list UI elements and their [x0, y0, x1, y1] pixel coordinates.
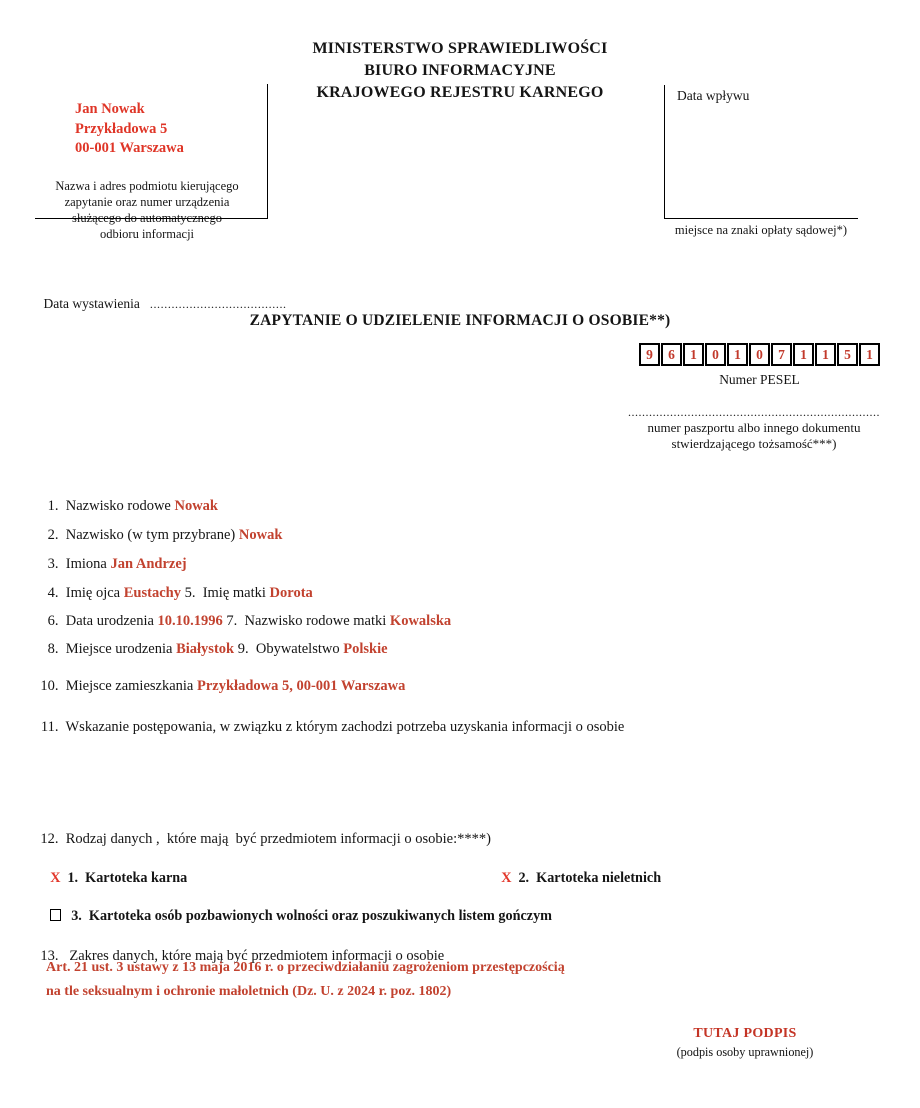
pesel-cell[interactable]: 7: [771, 343, 792, 366]
field-value: Przykładowa 5, 00-001 Warszawa: [197, 678, 406, 694]
pesel-cell[interactable]: 1: [793, 343, 814, 366]
sender-address-block: [75, 100, 184, 159]
field-value: Nowak: [174, 498, 218, 514]
empty-checkbox-icon[interactable]: [50, 909, 61, 921]
legal-basis-line-1: Art. 21 ust. 3 ustawy z 13 maja 2016 r. o przeciwdziałaniu zagrożeniom przestępczością: [46, 960, 565, 975]
x-mark-icon: X: [50, 870, 61, 886]
signature-caption: (podpis osoby uprawnionej): [676, 1045, 814, 1059]
pesel-cell[interactable]: 9: [639, 343, 660, 366]
field-number: 7.: [222, 613, 238, 629]
sender-name: Jan Nowak: [75, 101, 145, 117]
field-label: Nazwisko rodowe matki: [237, 613, 390, 629]
field-number: 8.: [47, 641, 59, 657]
field-number: 2.: [47, 527, 59, 543]
field-number: 11.: [40, 719, 59, 735]
field-label: Imię ojca: [58, 585, 124, 601]
field-label: Miejsce zamieszkania: [58, 678, 197, 694]
field-value: Kowalska: [389, 613, 452, 629]
sender-caption-line-3: służącego do automatycznego: [72, 211, 222, 225]
signature-block: [645, 1026, 845, 1060]
ministry-line-2: BIURO INFORMACYJNE: [364, 62, 556, 79]
field-label: Imię matki: [195, 585, 270, 601]
field-label: Rodzaj danych , które mają być przedmiotem informacji o osobie:****): [58, 831, 491, 847]
field-value: Eustachy: [123, 585, 181, 601]
checkbox-item-label: 3. Kartoteka osób pozbawionych wolności oraz poszukiwanych listem gończym: [71, 908, 552, 924]
legal-basis-value: [46, 956, 565, 1003]
legal-basis-line-2: na tle seksualnym i ochronie małoletnich (Dz. U. z 2024 r. poz. 1802): [46, 983, 452, 999]
court-fee-stamp-caption: miejsce na znaki opłaty sądowej*): [674, 223, 848, 237]
field-label: Zakres danych, które mają być przedmiotem informacji o osobie: [58, 948, 445, 964]
field-label: Nazwisko (w tym przybrane): [58, 527, 239, 543]
field-value: Białystok: [176, 641, 235, 657]
issue-date-label: Data wystawienia: [43, 296, 140, 311]
checkbox-item-label: 1. Kartoteka karna: [67, 870, 188, 886]
form-title: ZAPYTANIE O UDZIELENIE INFORMACJI O OSOBIE**): [249, 312, 671, 329]
passport-fill-line[interactable]: ........................................................................: [628, 405, 880, 419]
sender-caption-line-1: Nazwa i adres podmiotu kierującego: [55, 179, 239, 193]
field-label: Miejsce urodzenia: [58, 641, 177, 657]
field-number: 1.: [47, 498, 59, 514]
field-number: 13.: [40, 948, 59, 964]
field-number: 4.: [47, 585, 59, 601]
field-value: Polskie: [343, 641, 388, 657]
sender-caption: [28, 178, 266, 242]
sender-caption-line-2: zapytanie oraz numer urządzenia: [64, 195, 230, 209]
pesel-cell[interactable]: 6: [661, 343, 682, 366]
sender-city: 00-001 Warszawa: [75, 140, 184, 156]
pesel-label: Numer PESEL: [719, 372, 800, 387]
sender-caption-line-4: odbioru informacji: [99, 227, 195, 241]
sender-box-bottom-border: [35, 218, 268, 219]
checkbox-item-label: 2. Kartoteka nieletnich: [518, 870, 662, 886]
field-value: Nowak: [238, 527, 283, 543]
issue-date-fill-line[interactable]: ......................................: [149, 297, 287, 311]
pesel-cell[interactable]: 1: [683, 343, 704, 366]
field-label: Wskazanie postępowania, w związku z którym zachodzi potrzeba uzyskania informacji o osobie: [58, 719, 625, 735]
field-number: 3.: [47, 556, 59, 572]
pesel-cell[interactable]: 1: [859, 343, 880, 366]
receipt-date-box[interactable]: [664, 85, 858, 219]
field-value: Jan Andrzej: [110, 556, 187, 572]
sender-box-right-border: [267, 84, 268, 219]
pesel-cell[interactable]: 0: [749, 343, 770, 366]
field-label: Nazwisko rodowe: [58, 498, 175, 514]
passport-caption-line-2: stwierdzającego tożsamość***): [671, 435, 837, 451]
ministry-line-1: MINISTERSTWO SPRAWIEDLIWOŚCI: [312, 40, 608, 57]
pesel-cell[interactable]: 5: [837, 343, 858, 366]
pesel-grid: [639, 343, 880, 366]
signature-placeholder[interactable]: TUTAJ PODPIS: [693, 1026, 797, 1041]
pesel-cell[interactable]: 1: [815, 343, 836, 366]
ministry-line-3: KRAJOWEGO REJESTRU KARNEGO: [316, 84, 604, 101]
x-mark-icon: X: [501, 870, 512, 886]
field-number: 10.: [40, 678, 59, 694]
field-value: Dorota: [269, 585, 313, 601]
field-number: 6.: [47, 613, 59, 629]
field-row-proceedings: [24, 702, 904, 753]
pesel-cell[interactable]: 0: [705, 343, 726, 366]
field-value: 10.10.1996: [157, 613, 223, 629]
passport-number-block: [628, 406, 880, 451]
field-label: Obywatelstwo: [248, 641, 344, 657]
field-number: 9.: [234, 641, 249, 657]
field-label: Imiona: [58, 556, 111, 572]
passport-caption-line-1: numer paszportu albo innego dokumentu: [647, 420, 861, 435]
pesel-cell[interactable]: 1: [727, 343, 748, 366]
sender-street: Przykładowa 5: [75, 120, 168, 137]
field-label: Data urodzenia: [58, 613, 158, 629]
receipt-date-label: Data wpływu: [677, 88, 750, 103]
field-number: 5.: [180, 585, 196, 601]
field-number: 12.: [40, 831, 59, 847]
